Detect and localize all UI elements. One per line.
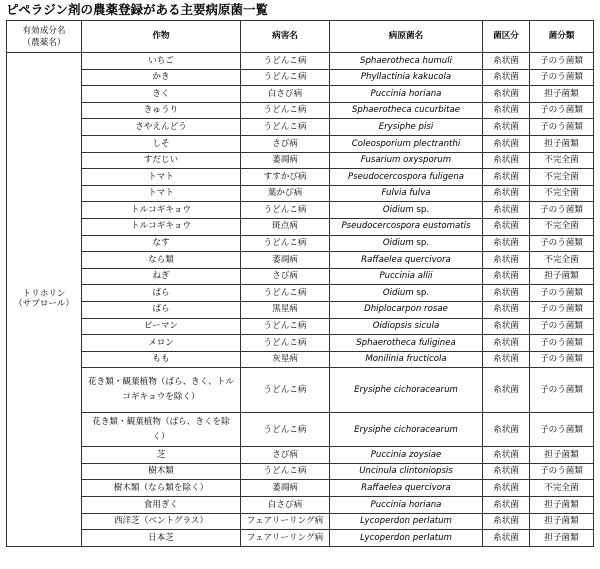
crop-cell: ピーマン <box>82 318 241 335</box>
header-crop: 作物 <box>82 21 241 53</box>
class1-cell: 糸状菌 <box>483 318 530 335</box>
crop-cell: 樹木類（なら類を除く） <box>82 480 241 497</box>
pathogen-cell <box>330 53 483 70</box>
class1-cell: 糸状菌 <box>483 252 530 269</box>
crop-cell: さやえんどう <box>82 119 241 136</box>
class1-cell: 糸状菌 <box>483 530 530 547</box>
table-row <box>7 513 594 530</box>
class2-cell: 担子菌類 <box>530 135 594 152</box>
disease-cell: すすかび病 <box>241 169 330 186</box>
table-row <box>7 252 594 269</box>
class2-cell: 子のう菌類 <box>530 119 594 136</box>
table-row <box>7 351 594 368</box>
crop-cell: トマト <box>82 185 241 202</box>
disease-cell: フェアリーリング病 <box>241 530 330 547</box>
header-ingredient <box>7 21 82 53</box>
pathogen-species-suffix: sp. <box>413 287 430 298</box>
table-row <box>7 447 594 464</box>
header-row <box>7 21 594 53</box>
header-class2: 菌分類 <box>530 21 594 53</box>
class1-cell: 糸状菌 <box>483 480 530 497</box>
disease-cell: うどんこ病 <box>241 202 330 219</box>
pathogen-scientific-name: Puccinia horiana <box>370 88 442 99</box>
crop-cell: もも <box>82 351 241 368</box>
disease-cell: うどんこ病 <box>241 53 330 70</box>
crop-cell: いちご <box>82 53 241 70</box>
class2-cell: 担子菌類 <box>530 497 594 514</box>
pathogen-scientific-name: Erysiphe cichoracearum <box>354 385 458 396</box>
crop-cell: 樹木類 <box>82 463 241 480</box>
class1-cell: 糸状菌 <box>483 368 530 413</box>
pathogen-scientific-name: Pseudocercospora fuligena <box>347 171 465 182</box>
class2-cell: 子のう菌類 <box>530 69 594 86</box>
pathogen-cell <box>330 413 483 447</box>
class2-cell: 子のう菌類 <box>530 53 594 70</box>
pathogen-scientific-name: Coleosporium plectranthi <box>351 138 461 149</box>
crop-cell: きく <box>82 86 241 103</box>
table-row <box>7 301 594 318</box>
class2-cell: 担子菌類 <box>530 513 594 530</box>
crop-cell: なす <box>82 235 241 252</box>
class2-cell: 担子菌類 <box>530 530 594 547</box>
disease-cell: うどんこ病 <box>241 235 330 252</box>
class1-cell: 糸状菌 <box>483 447 530 464</box>
pathogen-scientific-name: Fulvia fulva <box>381 188 431 199</box>
crop-cell: 花き類・観葉植物（ばら、きくを除く） <box>82 413 241 447</box>
table-row <box>7 152 594 169</box>
crop-cell: 日本芝 <box>82 530 241 547</box>
crop-cell: メロン <box>82 335 241 352</box>
class1-cell: 糸状菌 <box>483 119 530 136</box>
table-row <box>7 102 594 119</box>
pathogen-cell <box>330 102 483 119</box>
header-ingredient-line2: （農薬名） <box>22 37 66 48</box>
crop-cell: トマト <box>82 169 241 186</box>
pathogen-scientific-name: Puccinia allii <box>379 271 433 282</box>
table-row <box>7 86 594 103</box>
pathogen-scientific-name: Uncinula clintoniopsis <box>359 466 453 477</box>
class1-cell: 糸状菌 <box>483 335 530 352</box>
disease-cell: フェアリーリング病 <box>241 513 330 530</box>
pathogen-cell <box>330 69 483 86</box>
table-row <box>7 119 594 136</box>
crop-cell: ばら <box>82 301 241 318</box>
header-disease: 病害名 <box>241 21 330 53</box>
class1-cell: 糸状菌 <box>483 218 530 235</box>
table-row <box>7 202 594 219</box>
pathogen-cell <box>330 252 483 269</box>
class2-cell: 子のう菌類 <box>530 335 594 352</box>
pathogen-cell <box>330 497 483 514</box>
class1-cell: 糸状菌 <box>483 413 530 447</box>
class1-cell: 糸状菌 <box>483 152 530 169</box>
class2-cell: 子のう菌類 <box>530 351 594 368</box>
class1-cell: 糸状菌 <box>483 102 530 119</box>
class2-cell: 不完全菌 <box>530 252 594 269</box>
table-body <box>7 53 594 547</box>
class2-cell: 子のう菌類 <box>530 368 594 413</box>
crop-cell: きゅうり <box>82 102 241 119</box>
table-row <box>7 235 594 252</box>
header-ingredient-line1: 有効成分名 <box>22 25 66 36</box>
pathogen-scientific-name: Sphaerotheca cucurbitae <box>351 105 461 116</box>
class1-cell: 糸状菌 <box>483 202 530 219</box>
pathogen-species-suffix: sp. <box>413 204 430 215</box>
table-row <box>7 368 594 413</box>
pathogen-scientific-name: Lycoperdon perlatum <box>360 516 452 527</box>
pathogen-scientific-name: Sphaerotheca humuli <box>359 55 452 66</box>
pathogen-scientific-name: Monilinia fructicola <box>365 354 447 365</box>
disease-cell: 白さび病 <box>241 497 330 514</box>
pathogen-scientific-name: Pseudocercospora eustomatis <box>341 221 471 232</box>
pathogen-cell <box>330 152 483 169</box>
class2-cell: 子のう菌類 <box>530 413 594 447</box>
pathogen-cell <box>330 463 483 480</box>
table-row <box>7 497 594 514</box>
disease-cell: 斑点病 <box>241 218 330 235</box>
pathogen-scientific-name: Puccinia zoysiae <box>370 449 442 460</box>
table-row <box>7 185 594 202</box>
pathogen-scientific-name: Fusarium oxysporum <box>360 155 452 166</box>
table-row <box>7 53 594 70</box>
disease-cell: さび病 <box>241 135 330 152</box>
disease-cell: うどんこ病 <box>241 413 330 447</box>
table-row <box>7 285 594 302</box>
pathogen-scientific-name: Phyllactinia kakucola <box>360 72 452 83</box>
class2-cell: 不完全菌 <box>530 169 594 186</box>
crop-cell: トルコギキョウ <box>82 202 241 219</box>
pathogen-cell <box>330 268 483 285</box>
class2-cell: 子のう菌類 <box>530 202 594 219</box>
pathogen-cell <box>330 318 483 335</box>
pathogen-cell <box>330 135 483 152</box>
pathogen-scientific-name: Sphaerotheca fuliginea <box>356 337 456 348</box>
disease-cell: うどんこ病 <box>241 463 330 480</box>
disease-cell: うどんこ病 <box>241 335 330 352</box>
pathogen-cell <box>330 202 483 219</box>
table-row <box>7 268 594 285</box>
class1-cell: 糸状菌 <box>483 53 530 70</box>
pathogen-cell <box>330 169 483 186</box>
ingredient-product-name: （サプロール） <box>14 299 74 310</box>
crop-cell: ばら <box>82 285 241 302</box>
disease-cell: 黒星病 <box>241 301 330 318</box>
pathogen-scientific-name: Erysiphe cichoracearum <box>354 424 458 435</box>
pathogen-cell <box>330 301 483 318</box>
pathogen-scientific-name: Oidium <box>382 287 414 298</box>
class2-cell: 不完全菌 <box>530 185 594 202</box>
disease-cell: 白さび病 <box>241 86 330 103</box>
disease-cell: さび病 <box>241 447 330 464</box>
pathogen-cell <box>330 218 483 235</box>
pathogen-table <box>6 20 594 547</box>
crop-cell: すだじい <box>82 152 241 169</box>
crop-cell: かき <box>82 69 241 86</box>
disease-cell: うどんこ病 <box>241 318 330 335</box>
class2-cell: 不完全菌 <box>530 152 594 169</box>
pathogen-scientific-name: Erysiphe pisi <box>378 121 434 132</box>
table-row <box>7 69 594 86</box>
crop-cell: 食用ぎく <box>82 497 241 514</box>
pathogen-species-suffix: sp. <box>413 238 430 249</box>
ingredient-cell <box>7 53 82 547</box>
class2-cell: 子のう菌類 <box>530 285 594 302</box>
pathogen-cell <box>330 351 483 368</box>
class2-cell: 子のう菌類 <box>530 235 594 252</box>
disease-cell: 萎凋病 <box>241 152 330 169</box>
class1-cell: 糸状菌 <box>483 301 530 318</box>
ingredient-name: トリホリン <box>22 288 66 299</box>
table-row <box>7 335 594 352</box>
crop-cell: なら類 <box>82 252 241 269</box>
table-row <box>7 480 594 497</box>
crop-cell: 花き類・観葉植物（ばら、きく、トルコギキョウを除く） <box>82 368 241 413</box>
header-class1: 菌区分 <box>483 21 530 53</box>
class2-cell: 不完全菌 <box>530 218 594 235</box>
pathogen-cell <box>330 513 483 530</box>
pathogen-cell <box>330 235 483 252</box>
pathogen-scientific-name: Raffaelea quercivora <box>361 254 451 265</box>
table-row <box>7 318 594 335</box>
pathogen-cell <box>330 86 483 103</box>
class2-cell: 子のう菌類 <box>530 463 594 480</box>
pathogen-scientific-name: Oidium <box>382 238 414 249</box>
disease-cell: うどんこ病 <box>241 119 330 136</box>
pathogen-cell <box>330 447 483 464</box>
class1-cell: 糸状菌 <box>483 235 530 252</box>
disease-cell: うどんこ病 <box>241 69 330 86</box>
crop-cell: 西洋芝（ベントグラス） <box>82 513 241 530</box>
crop-cell: 芝 <box>82 447 241 464</box>
table-row <box>7 413 594 447</box>
crop-cell: トルコギキョウ <box>82 218 241 235</box>
class1-cell: 糸状菌 <box>483 69 530 86</box>
pathogen-scientific-name: Puccinia horiana <box>370 499 442 510</box>
pathogen-scientific-name: Raffaelea quercivora <box>361 483 451 494</box>
disease-cell: 萎凋病 <box>241 252 330 269</box>
pathogen-cell <box>330 185 483 202</box>
class1-cell: 糸状菌 <box>483 268 530 285</box>
pathogen-cell <box>330 119 483 136</box>
table-row <box>7 169 594 186</box>
disease-cell: うどんこ病 <box>241 102 330 119</box>
disease-cell: うどんこ病 <box>241 285 330 302</box>
pathogen-cell <box>330 335 483 352</box>
header-pathogen: 病原菌名 <box>330 21 483 53</box>
disease-cell: 萎凋病 <box>241 480 330 497</box>
disease-cell: 葉かび病 <box>241 185 330 202</box>
pathogen-cell <box>330 530 483 547</box>
disease-cell: うどんこ病 <box>241 368 330 413</box>
class2-cell: 子のう菌類 <box>530 102 594 119</box>
table-row <box>7 218 594 235</box>
class1-cell: 糸状菌 <box>483 86 530 103</box>
pathogen-scientific-name: Oidiopsis sicula <box>372 321 440 332</box>
class1-cell: 糸状菌 <box>483 513 530 530</box>
pathogen-scientific-name: Oidium <box>382 204 414 215</box>
pathogen-cell <box>330 368 483 413</box>
pathogen-scientific-name: Dhiplocarpon rosae <box>364 304 448 315</box>
class2-cell: 担子菌類 <box>530 447 594 464</box>
crop-cell: ねぎ <box>82 268 241 285</box>
class2-cell: 担子菌類 <box>530 268 594 285</box>
class2-cell: 子のう菌類 <box>530 318 594 335</box>
class2-cell: 不完全菌 <box>530 480 594 497</box>
class2-cell: 子のう菌類 <box>530 301 594 318</box>
class1-cell: 糸状菌 <box>483 285 530 302</box>
table-row <box>7 463 594 480</box>
pathogen-scientific-name: Lycoperdon perlatum <box>360 532 452 543</box>
page-title: ピペラジン剤の農薬登録がある主要病原菌一覧 <box>6 2 268 17</box>
class1-cell: 糸状菌 <box>483 169 530 186</box>
class1-cell: 糸状菌 <box>483 497 530 514</box>
disease-cell: 灰星病 <box>241 351 330 368</box>
pathogen-cell <box>330 480 483 497</box>
table-row <box>7 530 594 547</box>
disease-cell: さび病 <box>241 268 330 285</box>
class1-cell: 糸状菌 <box>483 185 530 202</box>
class1-cell: 糸状菌 <box>483 135 530 152</box>
class1-cell: 糸状菌 <box>483 463 530 480</box>
class2-cell: 担子菌類 <box>530 86 594 103</box>
crop-cell: しそ <box>82 135 241 152</box>
table-row <box>7 135 594 152</box>
class1-cell: 糸状菌 <box>483 351 530 368</box>
pathogen-cell <box>330 285 483 302</box>
